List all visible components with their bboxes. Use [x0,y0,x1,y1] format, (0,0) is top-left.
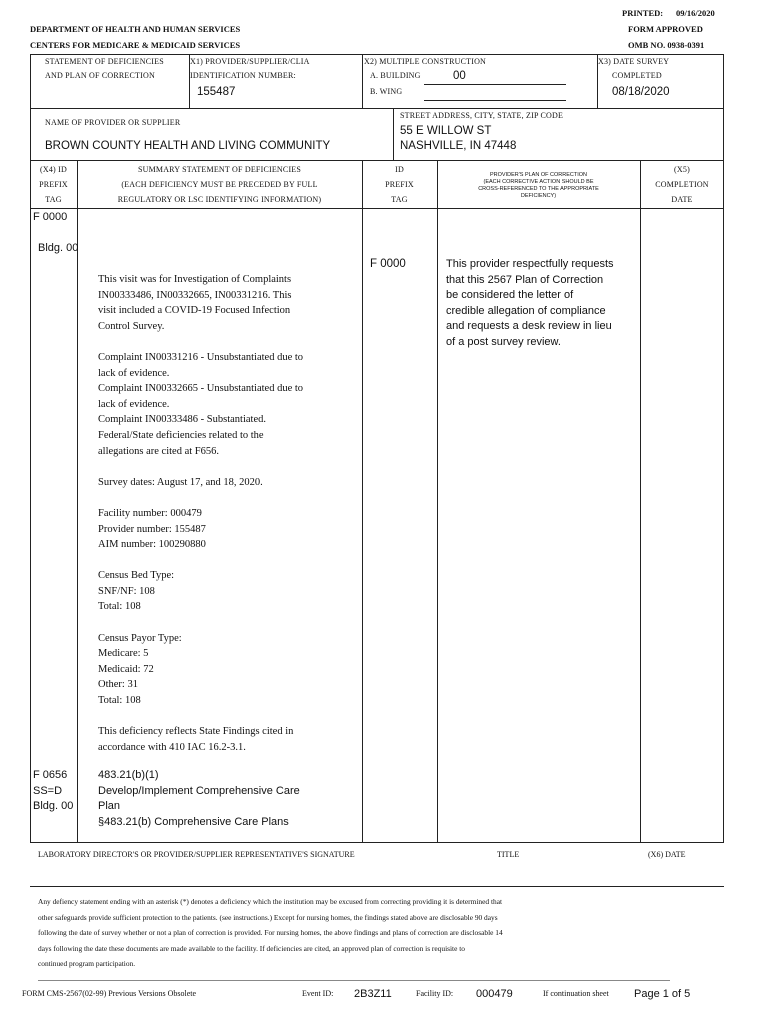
tag-f0000: F 0000 [33,211,68,223]
signature-label: LABORATORY DIRECTOR'S OR PROVIDER/SUPPLIER REPRESENTATIVE'S SIGNATURE [38,850,355,859]
summary-header-2: (EACH DEFICIENCY MUST BE PRECEDED BY FULL [121,180,318,189]
id-header-3: TAG [391,195,408,204]
x3-label-2: COMPLETED [612,71,662,80]
x1-label-2: IDENTIFICATION NUMBER: [190,71,296,80]
centers-name: CENTERS FOR MEDICARE & MEDICAID SERVICES [30,40,241,50]
address-line-1: 55 E WILLOW ST [400,125,492,137]
x5-header-3: DATE [671,195,693,204]
printed-label: PRINTED: [622,8,664,18]
x3-label-1: X3) DATE SURVEY [598,57,670,66]
x2-label: X2) MULTIPLE CONSTRUCTION [364,57,487,66]
facility-id-value: 000479 [476,988,513,1000]
building-label: A. BUILDING [370,71,421,80]
plan-header-4: DEFICIENCY) [520,193,557,199]
bldg-00: Bldg. 00 [38,242,79,254]
x5-header-1: (X5) [674,165,690,174]
x4-header-3: TAG [45,195,62,204]
disclaimer-text: Any defiency statement ending with an asterisk (*) denotes a deficiency which the institution may be excused from correcting providing it is determined that other safeguards provide sufficient protection to the patients. (see instructions.) Except for nursing homes, the findings stated above are disclosable 90 days following the date of survey whether or not a plan of correction is provided. For nursing homes, the above findings and plans of correction are disclosable 14 days following the date these documents are made available to the facility. If deficiencies are cited, an approved plan of correction is requisite to continued program participation. [38,897,503,969]
address-label: STREET ADDRESS, CITY, STATE, ZIP CODE [400,111,564,120]
summary-statement: This visit was for Investigation of Complaints IN00333486, IN00332665, IN00331216. This visit included a COVID-19 Focused Infection Control Survey. Complaint IN00331216 - Unsubstantiated due to lack of evidence. Complaint IN00332665 - Unsubstantiated due to lack of evidence. Complaint IN00333486 - Substantiated. Federal/State deficiencies related to the allegations are cited at F656. Survey dates: August 17, and 18, 2020. Facility number: 000479 Provider number: 155487 AIM number: 100290880 Census Bed Type: SNF/NF: 108 Total: 108 Census Payor Type: Medicare: 5 Medicaid: 72 Other: 31 Total: 108 This deficiency reflects State Findings cited in accordance with 410 IAC 16.2-3.1. [98,274,304,753]
summary-header-3: REGULATORY OR LSC IDENTIFYING INFORMATION) [117,195,322,204]
event-id-label: Event ID: [302,989,334,998]
regulation-text: 483.21(b)(1) Develop/Implement Comprehensive Care Plan §483.21(b) Comprehensive Care Plans [98,769,300,828]
provider-row-box [30,109,724,161]
printed-date: 09/16/2020 [676,8,715,18]
event-id-value: 2B3Z11 [354,988,392,1000]
form-number: FORM CMS-2567(02-99) Previous Versions Obsolete [22,989,197,998]
building-value: 00 [453,70,466,82]
wing-label: B. WING [370,87,403,96]
plan-tag-f0000: F 0000 [370,258,406,270]
survey-date-value: 08/18/2020 [612,86,670,98]
form-approved: FORM APPROVED [628,24,703,34]
tag-f0656-scope: SS=D [33,784,63,797]
title-label: TITLE [497,850,520,859]
tag-f0656 [33,768,73,815]
x1-label-1: X1) PROVIDER/SUPPLIER/CLIA [190,57,310,66]
plan-header-2: (EACH CORRECTIVE ACTION SHOULD BE [483,179,594,185]
plan-header-3: CROSS-REFERENCED TO THE APPROPRIATE [478,186,599,192]
x4-header-1: (X4) ID [40,165,67,174]
department-name: DEPARTMENT OF HEALTH AND HUMAN SERVICES [30,24,241,34]
tag-f0656-bldg: Bldg. 00 [33,800,74,812]
page-number: Page 1 of 5 [634,988,691,1000]
provider-name-value: BROWN COUNTY HEALTH AND LIVING COMMUNITY [45,140,331,152]
provider-name-label: NAME OF PROVIDER OR SUPPLIER [45,118,181,127]
id-header-1: ID [395,165,404,174]
x4-header-2: PREFIX [39,180,68,189]
summary-header-1: SUMMARY STATEMENT OF DEFICIENCIES [137,165,302,174]
address-line-2: NASHVILLE, IN 47448 [400,140,517,152]
facility-id-label: Facility ID: [416,989,454,998]
statement-label-1: STATEMENT OF DEFICIENCIES [45,57,164,66]
provider-id-value: 155487 [197,86,236,98]
id-header-2: PREFIX [385,180,414,189]
plan-header-1: PROVIDER'S PLAN OF CORRECTION [489,172,587,178]
date-label: (X6) DATE [648,850,686,859]
plan-of-correction-text: This provider respectfully requests that this 2567 Plan of Correction be considered the letter of credible allegation of compliance and requests a desk review in lieu of a post survey review. [446,258,614,348]
x5-header-2: COMPLETION [655,180,709,189]
omb-number: OMB NO. 0938-0391 [628,40,705,50]
tag-f0656-id: F 0656 [33,769,68,781]
continuation-label: If continuation sheet [543,989,609,998]
statement-label-2: AND PLAN OF CORRECTION [45,71,155,80]
